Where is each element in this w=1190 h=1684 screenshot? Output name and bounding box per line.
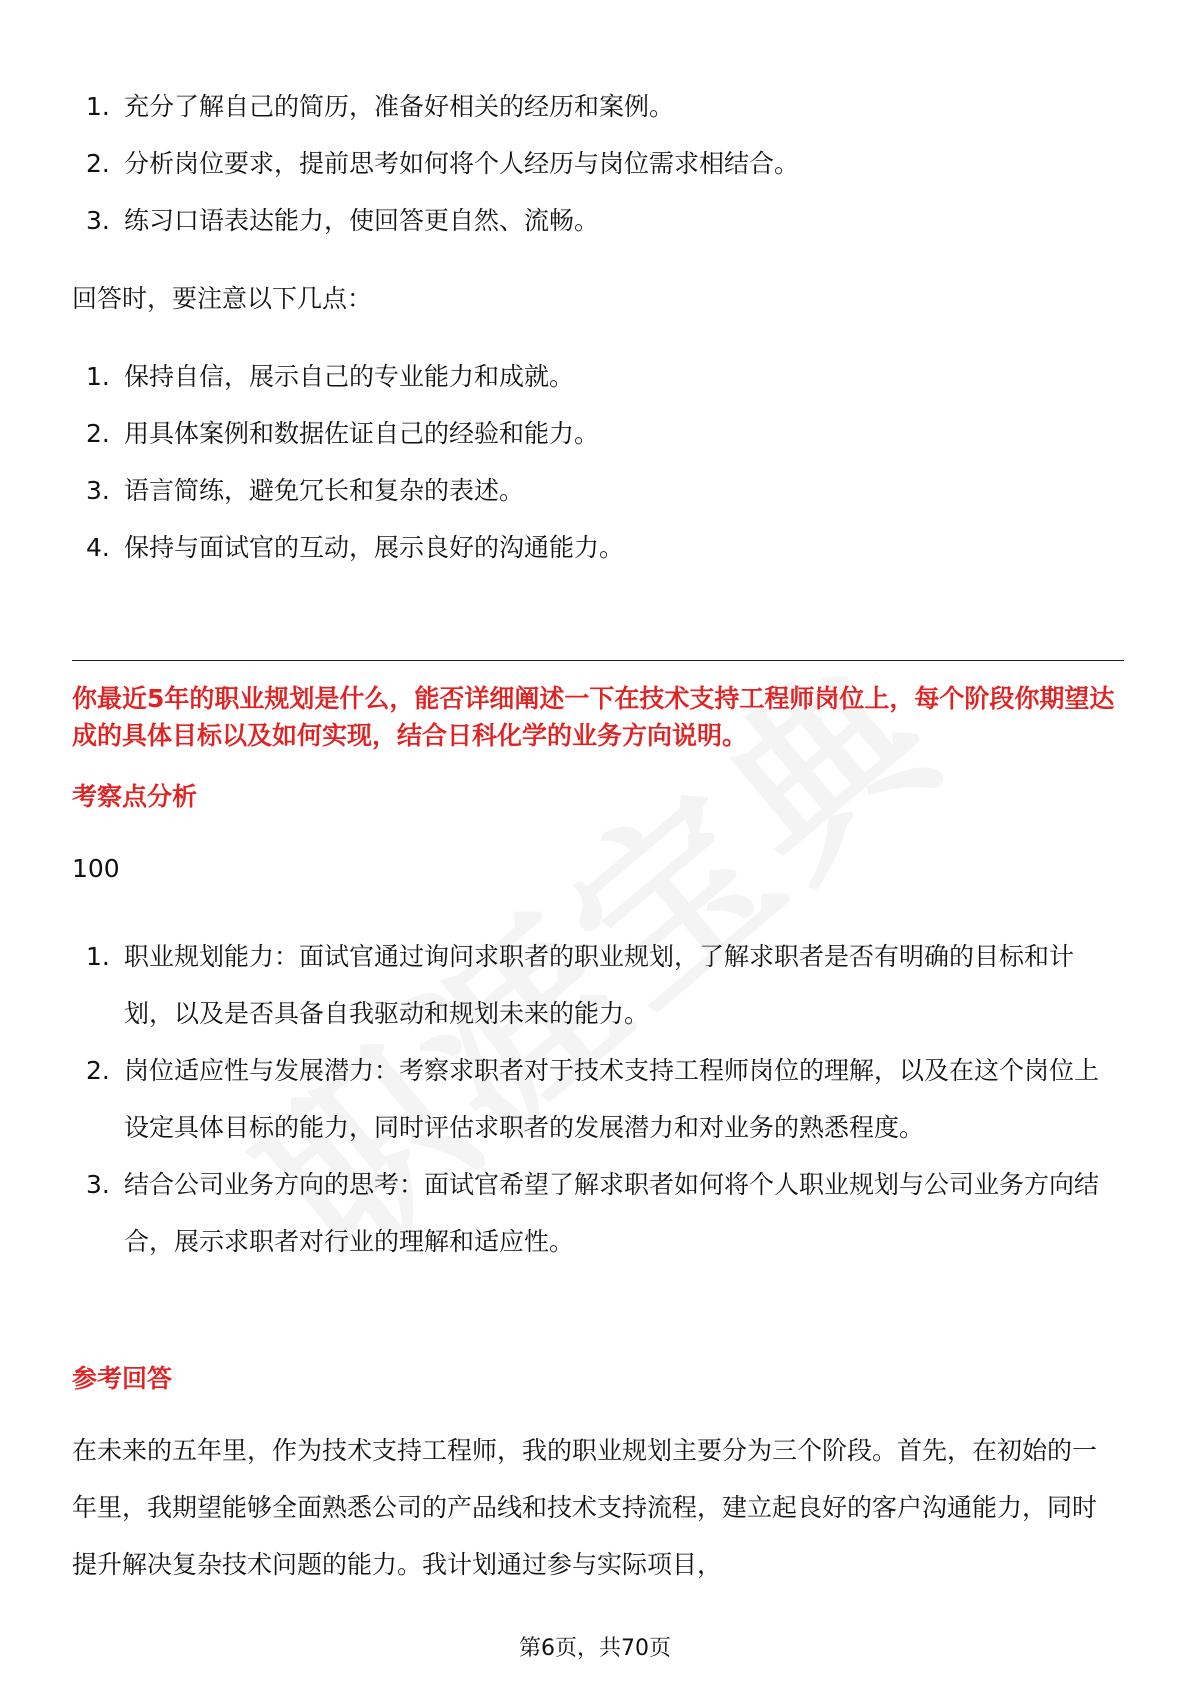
list-text: 职业规划能力：面试官通过询问求职者的职业规划，了解求职者是否有明确的目标和计划，以及是否具备自我驱动和规划未来的能力。	[124, 942, 1075, 1028]
reference-answer: 在未来的五年里，作为技术支持工程师，我的职业规划主要分为三个阶段。首先，在初始的一年里，我期望能够全面熟悉公司的产品线和技术支持流程，建立起良好的客户沟通能力，同时提升解决复杂技术问题的能力。我计划通过参与实际项目，	[72, 1436, 1098, 1579]
list-text: 语言简练，避免冗长和复杂的表述。	[124, 476, 525, 505]
list-text: 练习口语表达能力，使回答更自然、流畅。	[124, 206, 600, 235]
list-item	[72, 405, 1112, 462]
list-text: 保持自信，展示自己的专业能力和成就。	[124, 362, 575, 391]
prep-list	[72, 78, 1112, 249]
score-value: 100	[72, 854, 120, 883]
list-item	[72, 192, 1112, 249]
list-text: 分析岗位要求，提前思考如何将个人经历与岗位需求相结合。	[124, 149, 800, 178]
list-number: 1.	[86, 362, 110, 391]
list-number: 2.	[86, 419, 110, 448]
list-item	[72, 519, 1112, 576]
list-number: 3.	[86, 1170, 110, 1199]
list-number: 3.	[86, 206, 110, 235]
list-item	[72, 348, 1112, 405]
list-number: 2.	[86, 1056, 110, 1085]
list-text: 用具体案例和数据佐证自己的经验和能力。	[124, 419, 600, 448]
list-number: 1.	[86, 942, 110, 971]
list-item	[72, 78, 1112, 135]
page-footer: 第6页，共70页	[519, 1636, 671, 1661]
list-text: 充分了解自己的简历，准备好相关的经历和案例。	[124, 92, 675, 121]
analysis-heading: 考察点分析	[72, 782, 198, 811]
reference-heading: 参考回答	[72, 1364, 173, 1393]
answer-tips-list	[72, 348, 1112, 576]
list-number: 2.	[86, 149, 110, 178]
list-number: 4.	[86, 533, 110, 562]
list-item	[72, 135, 1112, 192]
answer-intro: 回答时，要注意以下几点：	[72, 284, 373, 313]
list-number: 3.	[86, 476, 110, 505]
list-item	[72, 1042, 1112, 1156]
question-title: 你最近5年的职业规划是什么，能否详细阐述一下在技术支持工程师岗位上，每个阶段你期望达成的具体目标以及如何实现，结合日科化学的业务方向说明。	[72, 684, 1115, 750]
list-number: 1.	[86, 92, 110, 121]
list-item	[72, 1156, 1112, 1270]
list-text: 保持与面试官的互动，展示良好的沟通能力。	[124, 533, 625, 562]
section-divider	[72, 660, 1124, 661]
list-item	[72, 928, 1112, 1042]
list-item	[72, 462, 1112, 519]
list-text: 岗位适应性与发展潜力：考察求职者对于技术支持工程师岗位的理解，以及在这个岗位上设定具体目标的能力，同时评估求职者的发展潜力和对业务的熟悉程度。	[124, 1056, 1100, 1142]
analysis-points-list	[72, 928, 1112, 1270]
list-text: 结合公司业务方向的思考：面试官希望了解求职者如何将个人职业规划与公司业务方向结合，展示求职者对行业的理解和适应性。	[124, 1170, 1100, 1256]
